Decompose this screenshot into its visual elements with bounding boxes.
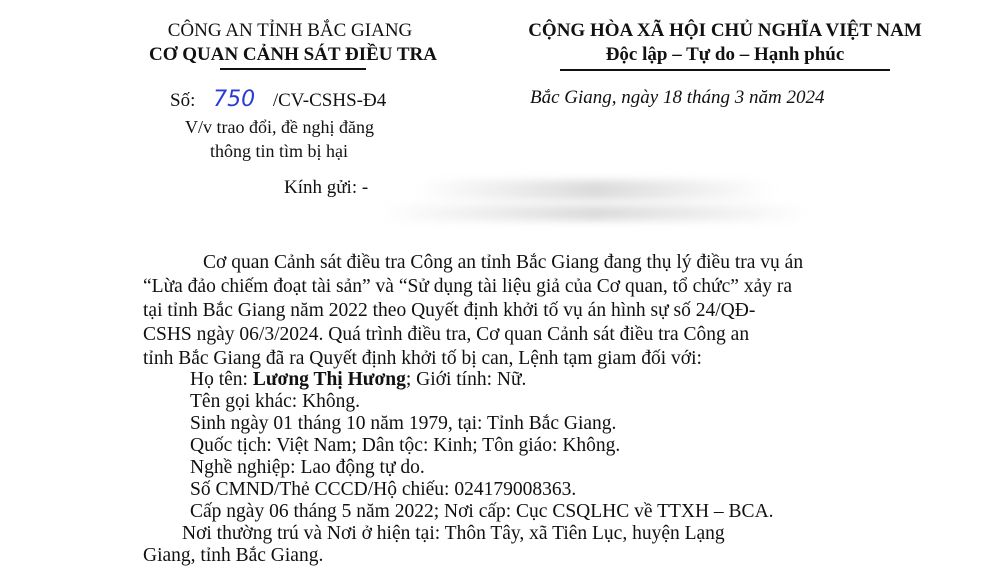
body-paragraph-line-1: Cơ quan Cảnh sát điều tra Công an tỉnh Bắc Giang đang thụ lý điều tra vụ án: [203, 252, 804, 273]
body-paragraph-line-3: tại tỉnh Bắc Giang năm 2022 theo Quyết định khởi tố vụ án hình sự số 24/QĐ-: [143, 300, 756, 321]
suspect-residence-line-1: Nơi thường trú và Nơi ở hiện tại: Thôn Tây, xã Tiên Lục, huyện Lạng: [182, 523, 725, 544]
suspect-gender: ; Giới tính: Nữ.: [405, 369, 527, 390]
suspect-occupation: Nghề nghiệp: Lao động tự do.: [190, 457, 425, 478]
motto-underline: [560, 69, 890, 71]
suspect-id-issue: Cấp ngày 06 tháng 5 năm 2022; Nơi cấp: Cục CSQLHC về TTXH – BCA.: [190, 501, 774, 522]
subject-line-1: V/v trao đổi, đề nghị đăng: [185, 117, 374, 137]
document-number: [170, 87, 386, 112]
body-paragraph-line-2: “Lừa đảo chiếm đoạt tài sản” và “Sử dụng tài liệu giả của Cơ quan, tổ chức” xảy ra: [143, 276, 792, 297]
body-paragraph-line-5: tỉnh Bắc Giang đã ra Quyết định khởi tố bị can, Lệnh tạm giam đối với:: [143, 348, 702, 369]
department-underline: [220, 68, 366, 70]
number-suffix: /CV-CSHS-Đ4: [272, 90, 387, 111]
country-name: CỘNG HÒA XÃ HỘI CHỦ NGHĨA VIỆT NAM: [528, 20, 922, 41]
suspect-birth: Sinh ngày 01 tháng 10 năm 1979, tại: Tỉnh Bắc Giang.: [190, 413, 617, 434]
handwritten-number: 750: [213, 87, 256, 112]
agency-name: CÔNG AN TỈNH BẮC GIANG: [167, 20, 413, 41]
place-date: Bắc Giang, ngày 18 tháng 3 năm 2024: [530, 87, 825, 108]
name-label: Họ tên:: [190, 369, 253, 390]
recipient-label: Kính gửi: -: [284, 177, 369, 198]
redacted-recipient-2: [380, 205, 810, 221]
department-name: CƠ QUAN CẢNH SÁT ĐIỀU TRA: [148, 44, 438, 65]
suspect-alias: Tên gọi khác: Không.: [190, 391, 361, 412]
suspect-name: Lương Thị Hương: [252, 369, 406, 390]
subject-line-2: thông tin tìm bị hại: [210, 141, 348, 161]
suspect-nationality: Quốc tịch: Việt Nam; Dân tộc: Kinh; Tôn giáo: Không.: [190, 435, 621, 456]
national-motto: Độc lập – Tự do – Hạnh phúc: [605, 44, 845, 65]
suspect-id-number: Số CMND/Thẻ CCCD/Hộ chiếu: 024179008363.: [190, 479, 577, 500]
number-label: Số:: [170, 90, 196, 111]
redacted-recipient-1: [415, 180, 775, 200]
body-paragraph-line-4: CSHS ngày 06/3/2024. Quá trình điều tra, Cơ quan Cảnh sát điều tra Công an: [143, 324, 750, 345]
suspect-name-line: [190, 369, 526, 391]
suspect-residence-line-2: Giang, tỉnh Bắc Giang.: [143, 545, 324, 566]
